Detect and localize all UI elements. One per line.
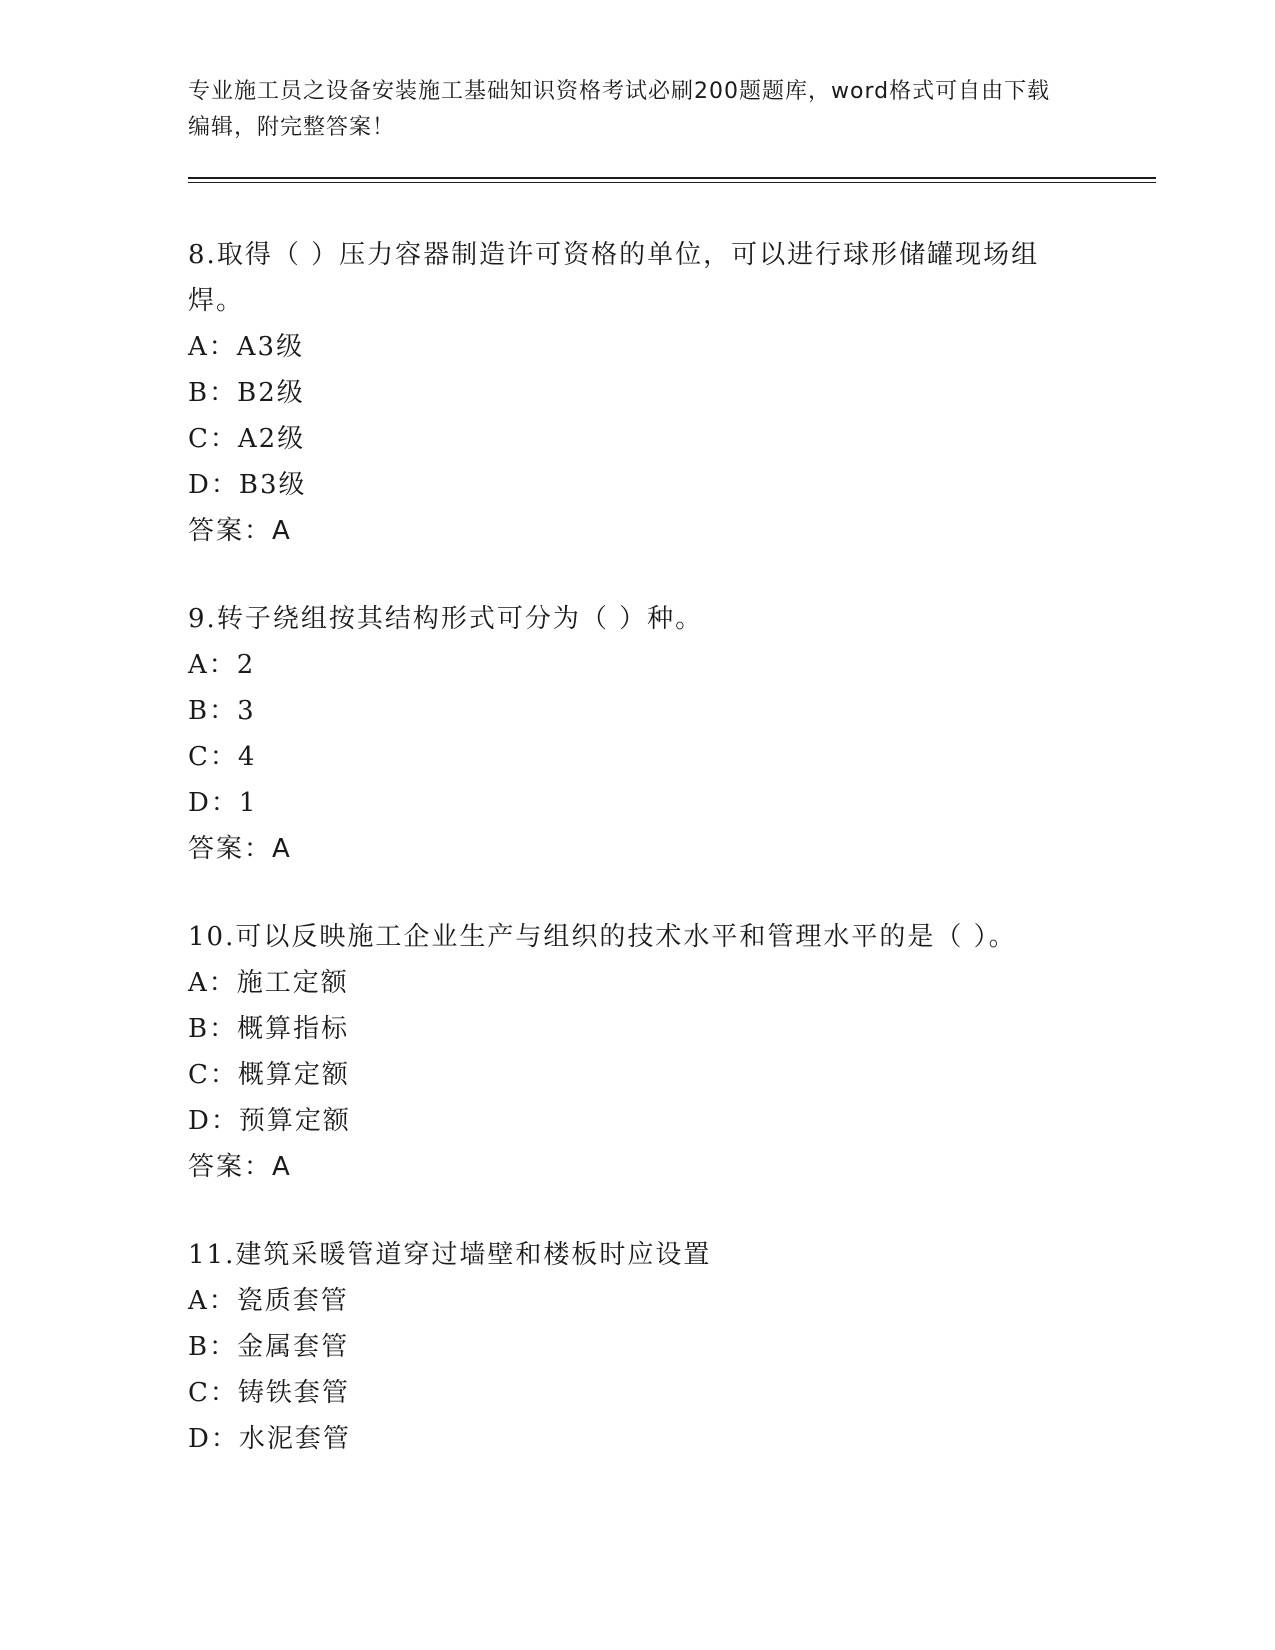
- question-9: [188, 596, 1088, 872]
- option-letter: D：: [188, 788, 239, 818]
- option-c: [188, 1370, 1088, 1416]
- option-a: [188, 642, 1088, 688]
- option-d: [188, 462, 1088, 508]
- option-text: 概算定额: [237, 1060, 350, 1090]
- question-text: 转子绕组按其结构形式可分为（ ）种。: [216, 604, 704, 634]
- option-letter: A：: [188, 968, 237, 998]
- option-text: A2级: [237, 424, 306, 454]
- option-d: [188, 1098, 1088, 1144]
- option-letter: D：: [188, 1106, 239, 1136]
- option-b: [188, 370, 1088, 416]
- question-stem: [188, 596, 1088, 642]
- question-number: 11.: [188, 1240, 236, 1270]
- header-divider-thick: [188, 177, 1156, 179]
- option-text: 瓷质套管: [236, 1286, 349, 1316]
- question-stem: [188, 914, 1088, 960]
- option-letter: C：: [188, 742, 238, 772]
- option-letter: B：: [188, 696, 238, 726]
- question-number: 10.: [188, 922, 236, 952]
- question-10: [188, 914, 1088, 1190]
- option-text: B2级: [237, 378, 305, 408]
- option-text: A3级: [236, 332, 305, 362]
- option-text: 水泥套管: [238, 1424, 351, 1454]
- question-number: 9.: [188, 604, 217, 634]
- option-letter: B：: [188, 1332, 238, 1362]
- question-number: 8.: [188, 240, 217, 270]
- question-11: [188, 1232, 1088, 1462]
- option-letter: C：: [188, 1060, 238, 1090]
- option-text: 4: [237, 742, 257, 772]
- option-c: [188, 1052, 1088, 1098]
- option-letter: C：: [188, 1378, 238, 1408]
- option-b: [188, 1006, 1088, 1052]
- option-text: 2: [236, 650, 256, 680]
- option-letter: C：: [188, 424, 238, 454]
- question-text: 建筑采暖管道穿过墙壁和楼板时应设置: [235, 1240, 712, 1270]
- answer: 答案：A: [188, 834, 292, 864]
- option-text: 预算定额: [238, 1106, 351, 1136]
- option-text: 金属套管: [237, 1332, 350, 1362]
- option-a: [188, 324, 1088, 370]
- answer: 答案：A: [188, 516, 292, 546]
- option-d: [188, 780, 1088, 826]
- option-a: [188, 960, 1088, 1006]
- option-letter: A：: [188, 1286, 237, 1316]
- option-a: [188, 1278, 1088, 1324]
- option-c: [188, 416, 1088, 462]
- option-text: B3级: [238, 470, 307, 500]
- option-letter: B：: [188, 1014, 238, 1044]
- option-letter: B：: [188, 378, 238, 408]
- option-letter: A：: [188, 332, 237, 362]
- document-header: 专业施工员之设备安装施工基础知识资格考试必刷200题题库，word格式可自由下载编辑，附完整答案！: [188, 79, 1051, 140]
- option-letter: A：: [188, 650, 237, 680]
- option-letter: D：: [188, 470, 239, 500]
- option-text: 3: [237, 696, 256, 726]
- option-text: 施工定额: [236, 968, 349, 998]
- option-text: 1: [238, 788, 258, 818]
- option-b: [188, 1324, 1088, 1370]
- option-text: 概算指标: [237, 1014, 350, 1044]
- question-stem: [188, 1232, 1088, 1278]
- answer: 答案：A: [188, 1152, 292, 1182]
- question-text: 可以反映施工企业生产与组织的技术水平和管理水平的是（ ）。: [235, 922, 1017, 952]
- option-c: [188, 734, 1088, 780]
- option-d: [188, 1416, 1088, 1462]
- question-8: [188, 232, 1088, 554]
- option-text: 铸铁套管: [237, 1378, 350, 1408]
- option-b: [188, 688, 1088, 734]
- question-stem: [188, 232, 1088, 324]
- option-letter: D：: [188, 1424, 239, 1454]
- question-text: 取得（ ）压力容器制造许可资格的单位，可以进行球形储罐现场组焊。: [188, 240, 1040, 316]
- header-divider-thin: [188, 182, 1156, 183]
